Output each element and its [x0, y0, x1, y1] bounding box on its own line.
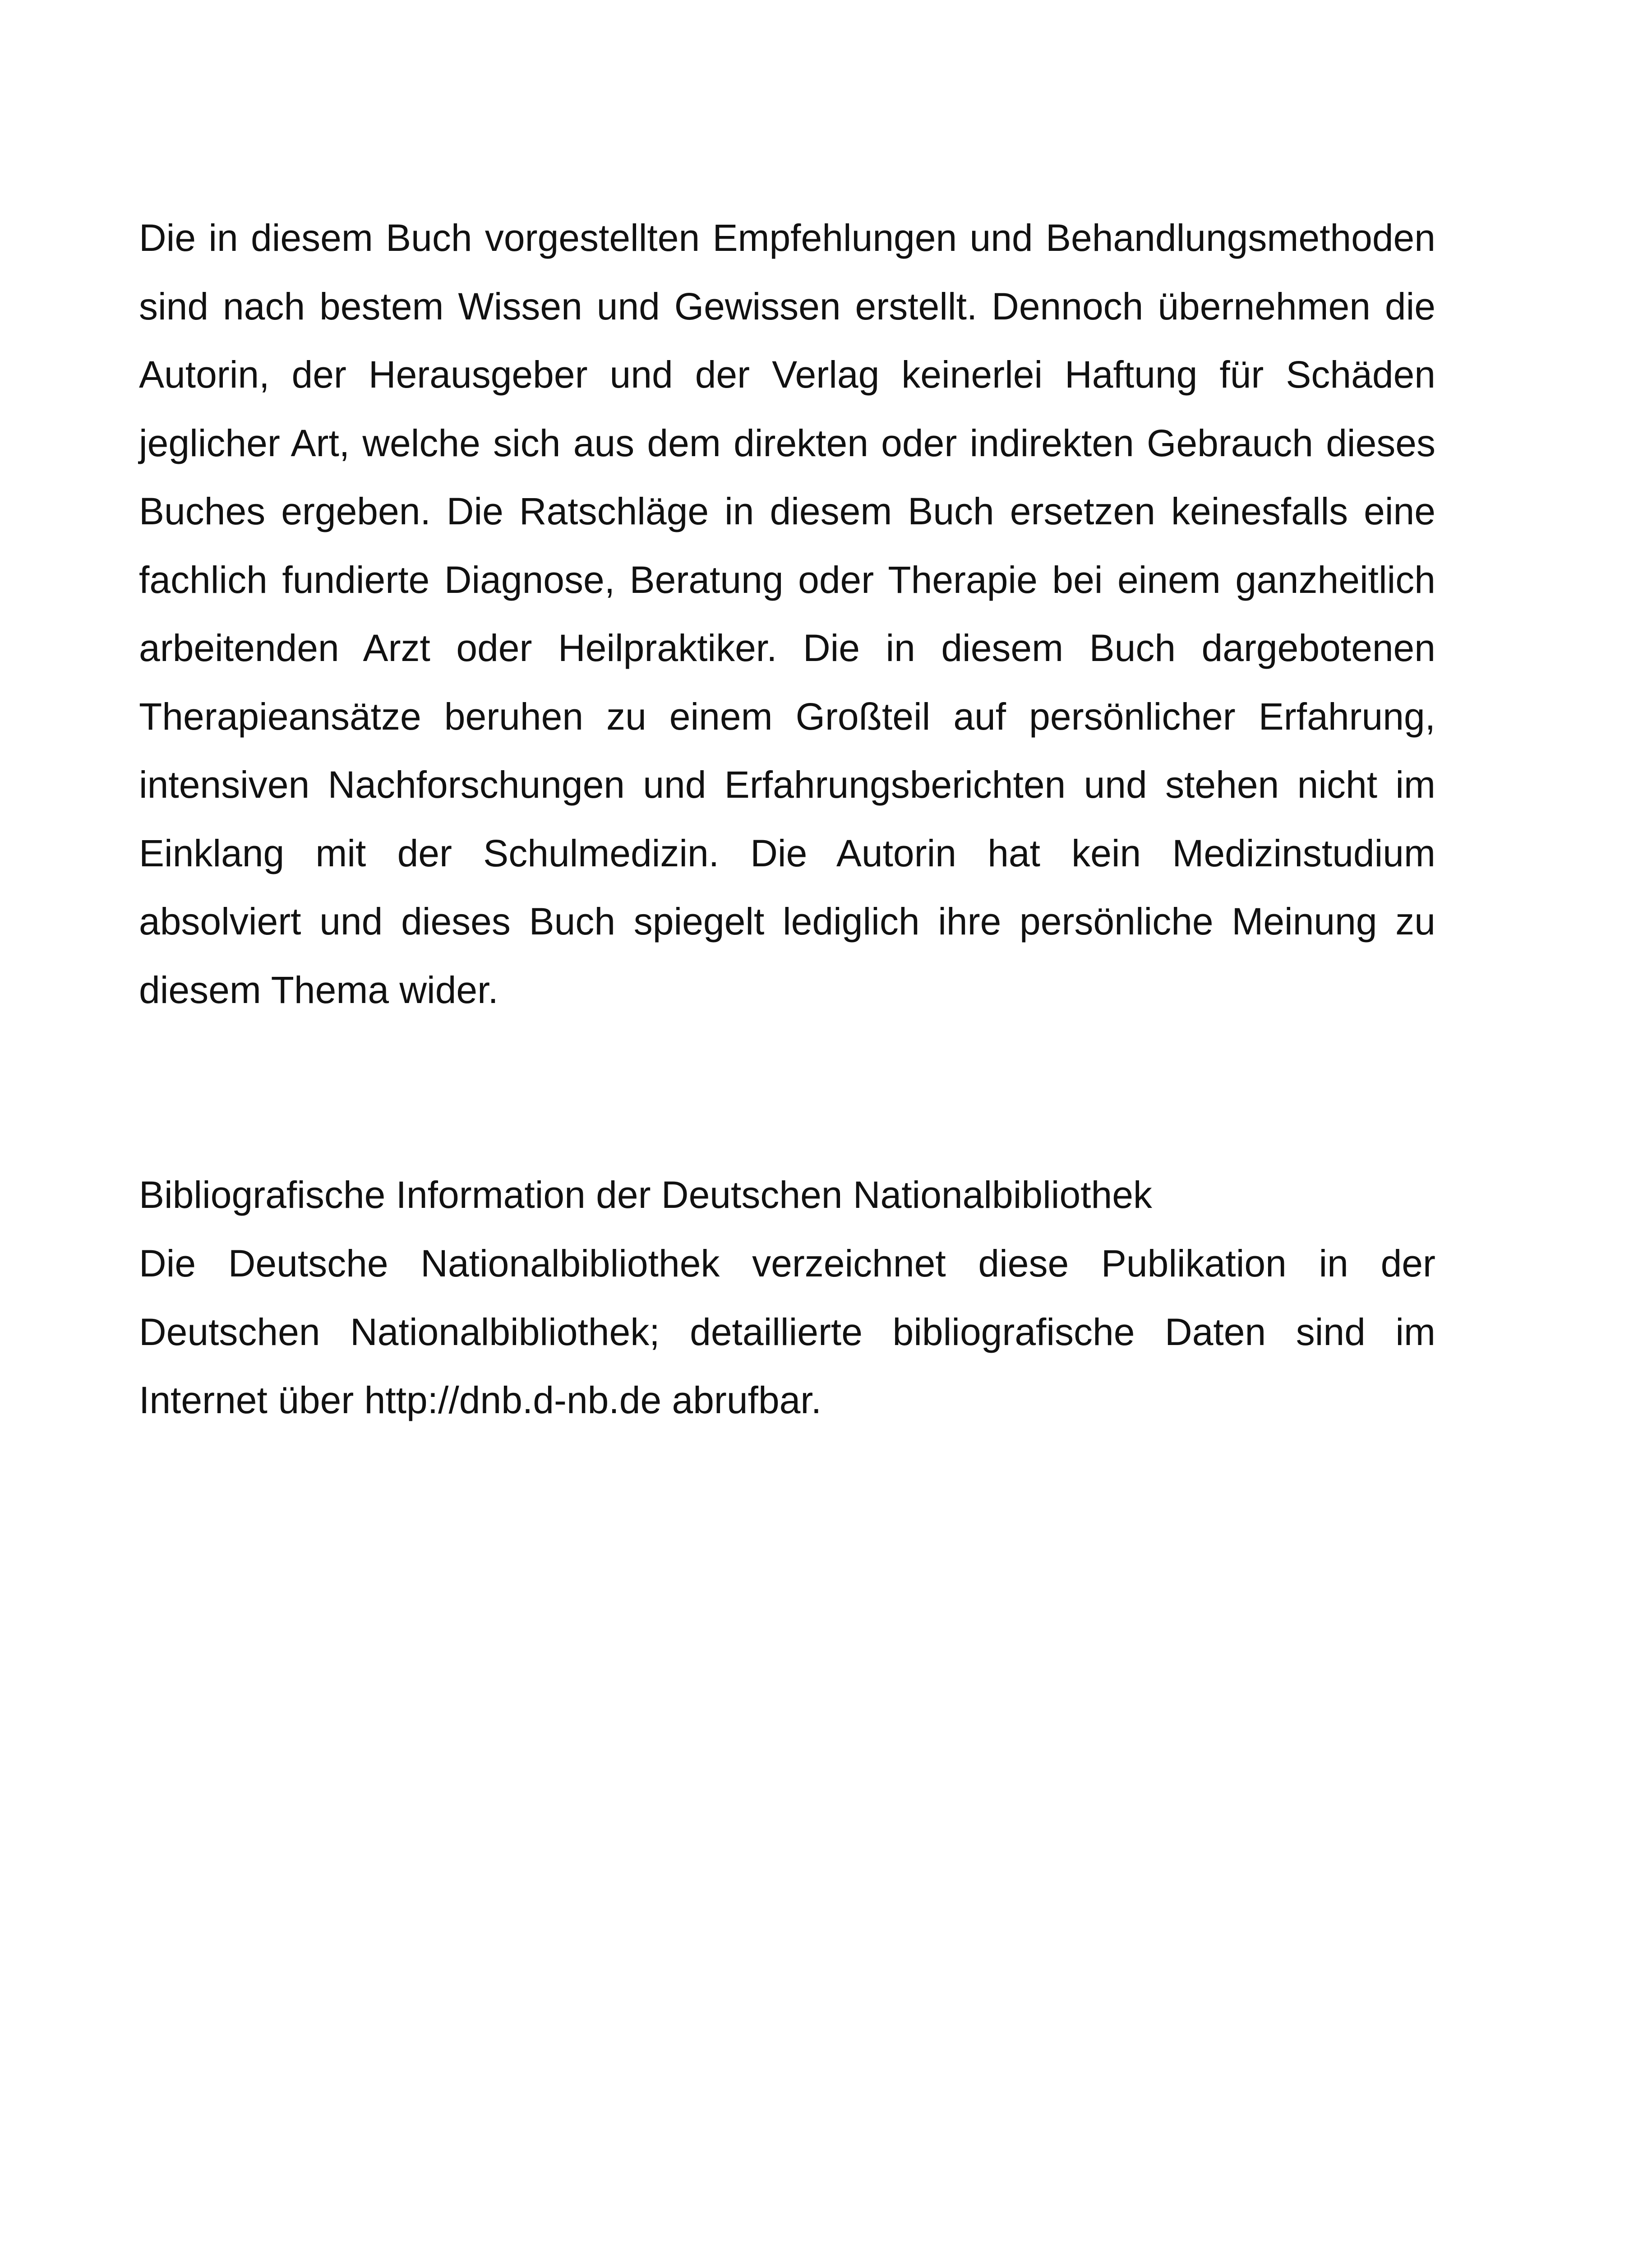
bibliography-heading: Bibliografische Information der Deutschen Nationalbibliothek [139, 1174, 1152, 1216]
disclaimer-paragraph: Die in diesem Buch vorgestellten Empfehlungen und Behandlungsmethoden sind nach bestem Wissen und Gewissen erstellt. Dennoch übernehmen die Autorin, der Herausgeber und der Verlag keinerlei Haftung für Schäden jeglicher Art, welche sich aus dem direkten oder indirekten Gebrauch dieses Buches ergeben. Die Ratschläge in diesem Buch ersetzen keinesfalls eine fachlich fundierte Diagnose, Beratung oder Therapie bei einem ganzheitlich arbeitenden Arzt oder Heilpraktiker. Die in diesem Buch dargebotenen Therapieansätze beruhen zu einem Großteil auf persönlicher Erfahrung, intensiven Nachforschungen und Erfahrungsberichten und stehen nicht im Einklang mit der Schulmedizin. Die Autorin hat kein Medizinstudium absolviert und dieses Buch spiegelt lediglich ihre persönliche Meinung zu diesem Thema wider. [139, 217, 1435, 1011]
bibliography-paragraph: Die Deutsche Nationalbibliothek verzeichnet diese Publikation in der Deutschen Nationalbibliothek; detaillierte bibliografische Daten sind im Internet über http://dnb.d-nb.de abrufbar. [139, 1242, 1435, 1421]
